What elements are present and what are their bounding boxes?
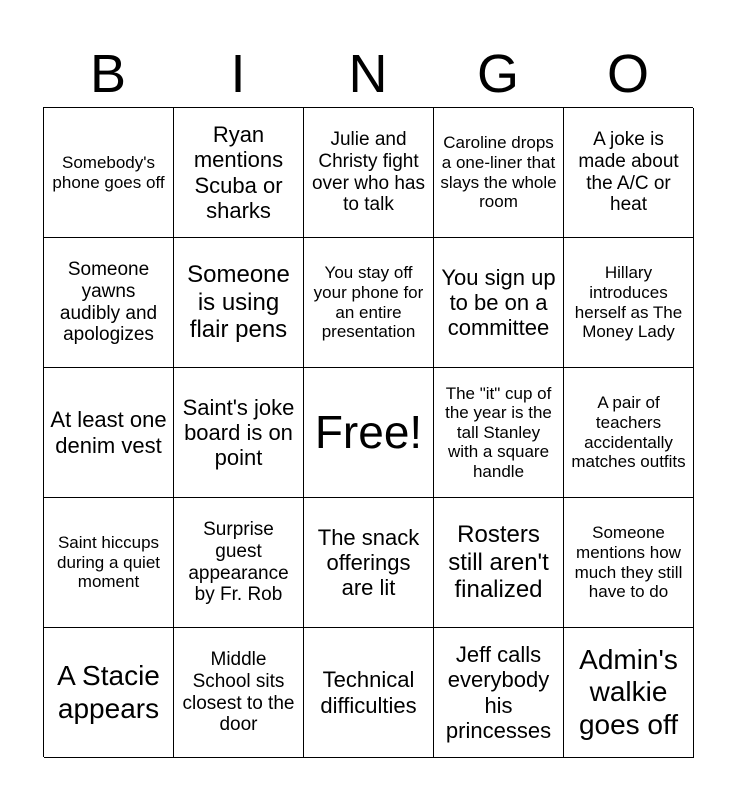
header-letter-n: N	[348, 44, 388, 104]
bingo-cell[interactable]: The "it" cup of the year is the tall Stanley with a square handle	[434, 368, 564, 498]
bingo-cell[interactable]: Ryan mentions Scuba or sharks	[174, 108, 304, 238]
bingo-cell[interactable]: The snack offerings are lit	[304, 498, 434, 628]
bingo-cell[interactable]: Julie and Christy fight over who has to talk	[304, 108, 434, 238]
bingo-cell[interactable]: You sign up to be on a committee	[434, 238, 564, 368]
bingo-cell[interactable]: A joke is made about the A/C or heat	[564, 108, 694, 238]
bingo-cell[interactable]: You stay off your phone for an entire presentation	[304, 238, 434, 368]
free-space-cell[interactable]: Free!	[304, 368, 434, 498]
bingo-cell[interactable]: Jeff calls everybody his princesses	[434, 628, 564, 758]
header-letter-o: O	[606, 44, 649, 104]
bingo-grid	[43, 107, 693, 757]
bingo-cell[interactable]: Saint's joke board is on point	[174, 368, 304, 498]
header-letter-g: G	[476, 44, 519, 104]
bingo-cell[interactable]: Somebody's phone goes off	[44, 108, 174, 238]
bingo-cell[interactable]: Admin's walkie goes off	[564, 628, 694, 758]
bingo-cell[interactable]: Someone is using flair pens	[174, 238, 304, 368]
bingo-cell[interactable]: Technical difficulties	[304, 628, 434, 758]
bingo-cell[interactable]: At least one denim vest	[44, 368, 174, 498]
bingo-cell[interactable]: A pair of teachers accidentally matches outfits	[564, 368, 694, 498]
header-letter-b: B	[89, 44, 127, 104]
bingo-cell[interactable]: Hillary introduces herself as The Money Lady	[564, 238, 694, 368]
bingo-cell[interactable]: A Stacie appears	[44, 628, 174, 758]
bingo-cell[interactable]: Middle School sits closest to the door	[174, 628, 304, 758]
bingo-cell[interactable]: Surprise guest appearance by Fr. Rob	[174, 498, 304, 628]
bingo-cell[interactable]: Someone yawns audibly and apologizes	[44, 238, 174, 368]
bingo-cell[interactable]: Caroline drops a one-liner that slays the whole room	[434, 108, 564, 238]
header-letter-i: I	[230, 44, 246, 104]
bingo-cell[interactable]: Rosters still aren't finalized	[434, 498, 564, 628]
bingo-cell[interactable]: Someone mentions how much they still have to do	[564, 498, 694, 628]
bingo-cell[interactable]: Saint hiccups during a quiet moment	[44, 498, 174, 628]
bingo-header	[43, 40, 693, 108]
